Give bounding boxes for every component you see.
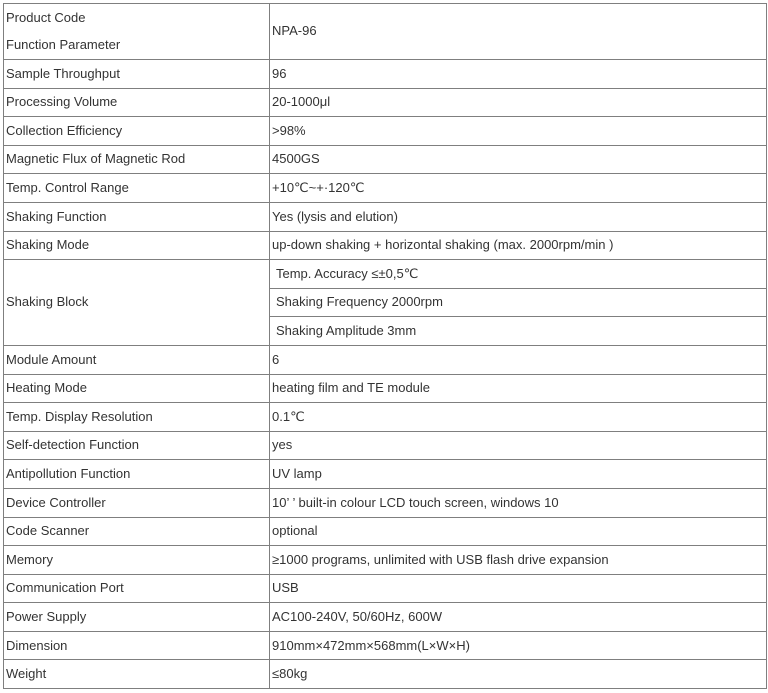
param-label: Communication Port [4, 574, 270, 603]
param-label: Shaking Function [4, 202, 270, 231]
param-value: 20-1000μl [270, 88, 767, 117]
table-row [4, 488, 767, 517]
shaking-block-values [270, 260, 767, 346]
param-value: up-down shaking + horizontal shaking (max. 2000rpm/min ) [270, 231, 767, 260]
table-row [4, 660, 767, 689]
shaking-block-value: Shaking Amplitude 3mm [276, 322, 417, 338]
table-row [4, 145, 767, 174]
param-label: Memory [4, 546, 270, 575]
param-value: ≤80kg [270, 660, 767, 689]
param-label: Dimension [4, 631, 270, 660]
param-value: >98% [270, 117, 767, 146]
param-value: USB [270, 574, 767, 603]
param-label: Temp. Control Range [4, 174, 270, 203]
param-label: Temp. Display Resolution [4, 403, 270, 432]
param-label: Magnetic Flux of Magnetic Rod [4, 145, 270, 174]
param-value: AC100-240V, 50/60Hz, 600W [270, 603, 767, 632]
table-row [4, 631, 767, 660]
param-value: 10’ ’ built-in colour LCD touch screen, windows 10 [270, 488, 767, 517]
param-value: 910mm×472mm×568mm(L×W×H) [270, 631, 767, 660]
param-label: Heating Mode [4, 374, 270, 403]
param-label: Self-detection Function [4, 431, 270, 460]
table-row [4, 202, 767, 231]
param-value: heating film and TE module [270, 374, 767, 403]
function-parameter-label: Function Parameter [6, 37, 121, 52]
table-row [4, 403, 767, 432]
param-value: optional [270, 517, 767, 546]
table-row [4, 517, 767, 546]
shaking-block-value: Shaking Frequency 2000rpm [270, 288, 766, 317]
table-row [4, 117, 767, 146]
table-row [4, 60, 767, 89]
param-label: Collection Efficiency [4, 117, 270, 146]
param-value: +10℃~+·120℃ [270, 174, 767, 203]
param-value: 6 [270, 345, 767, 374]
param-value: UV lamp [270, 460, 767, 489]
param-label: Power Supply [4, 603, 270, 632]
table-row [4, 4, 767, 60]
param-value: 4500GS [270, 145, 767, 174]
product-code-value: NPA-96 [270, 4, 767, 60]
spec-table [3, 3, 767, 689]
param-label: Device Controller [4, 488, 270, 517]
product-code-label: Product Code [6, 10, 86, 25]
table-row [4, 88, 767, 117]
param-value: Yes (lysis and elution) [270, 202, 767, 231]
table-row [4, 546, 767, 575]
param-value: ≥1000 programs, unlimited with USB flash drive expansion [270, 546, 767, 575]
table-row [4, 603, 767, 632]
table-row [4, 574, 767, 603]
table-row [4, 231, 767, 260]
param-label: Antipollution Function [4, 460, 270, 489]
param-label: Code Scanner [4, 517, 270, 546]
param-value: yes [270, 431, 767, 460]
header-label-cell [4, 4, 270, 60]
param-value: 96 [270, 60, 767, 89]
table-row [4, 260, 767, 346]
shaking-block-subtable [270, 260, 766, 345]
param-value: 0.1℃ [270, 403, 767, 432]
param-label: Weight [4, 660, 270, 689]
shaking-block-value: Temp. Accuracy ≤±0,5℃ [270, 260, 766, 288]
param-label: Processing Volume [4, 88, 270, 117]
param-label: Shaking Mode [4, 231, 270, 260]
param-label: Module Amount [4, 345, 270, 374]
param-label: Sample Throughput [4, 60, 270, 89]
table-row [4, 174, 767, 203]
table-row [4, 431, 767, 460]
shaking-block-label: Shaking Block [4, 260, 270, 346]
table-row [4, 345, 767, 374]
table-row [4, 374, 767, 403]
table-row [4, 460, 767, 489]
